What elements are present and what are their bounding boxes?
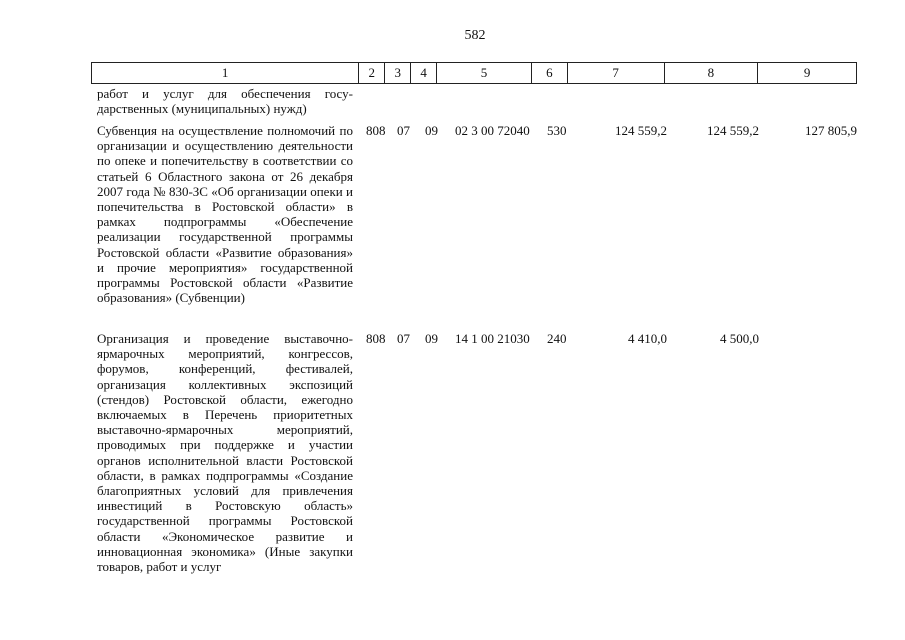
header-col-5: 5 (437, 63, 532, 83)
header-col-6: 6 (532, 63, 568, 83)
row-amount-col9: 127 805,9 (805, 123, 857, 138)
header-col-4: 4 (411, 63, 437, 83)
row-expense-type: 240 (547, 331, 567, 346)
row-section-code: 07 (397, 331, 410, 346)
row-section-code: 07 (397, 123, 410, 138)
row-description: Субвенция на осуществление полномочий по организации и осуществлению деятельности по опеке и попечительству в соответствии со статьей 6 Областного закона от 26 декабря 2007 года № 830-ЗС «Об организации опеки и попечительства в Ростовской области» в рамках подпрограммы «Обеспечение реализации государственной программы Ростовской области «Развитие образования» и прочие мероприятия» государственной программы Ростовской области «Развитие образования» (Субвенции) (97, 123, 353, 306)
row-expense-type: 530 (547, 123, 567, 138)
header-col-2: 2 (359, 63, 385, 83)
row-amount-col7: 4 410,0 (628, 331, 667, 346)
row-amount-col7: 124 559,2 (615, 123, 667, 138)
row-ministry-code: 808 (366, 123, 386, 138)
header-col-1: 1 (92, 63, 359, 83)
row-amount-col8: 4 500,0 (720, 331, 759, 346)
table-header (91, 62, 857, 84)
row-target-code: 02 3 00 72040 (455, 123, 530, 138)
page-number: 582 (464, 28, 486, 43)
header-col-8: 8 (665, 63, 759, 83)
header-col-7: 7 (568, 63, 665, 83)
row-description: Организация и проведение выставочно-ярмарочных мероприятий, конгрессов, форумов, конференций, фестивалей, организация коллективных экспозиций (стендов) Ростовской области, ежегодно включаемых в Перечень приоритетных выставочно-ярмарочных мероприятий, проводимых при поддержке и участии органов исполнительной власти Ростовской области, в рамках подпрограммы «Создание благоприятных условий для привлечения инвестиций в Ростовскую область» государственной программы Ростовской области «Экономическое развитие и инновационная экономика» (Иные закупки товаров, работ и услуг (97, 331, 353, 575)
row-ministry-code: 808 (366, 331, 386, 346)
row-description: работ и услуг для обеспечения государственных (муниципальных) нужд) (97, 86, 353, 117)
row-amount-col8: 124 559,2 (707, 123, 759, 138)
row-target-code: 14 1 00 21030 (455, 331, 530, 346)
header-col-3: 3 (385, 63, 411, 83)
row-subsection-code: 09 (425, 331, 438, 346)
row-subsection-code: 09 (425, 123, 438, 138)
header-col-9: 9 (803, 65, 811, 80)
